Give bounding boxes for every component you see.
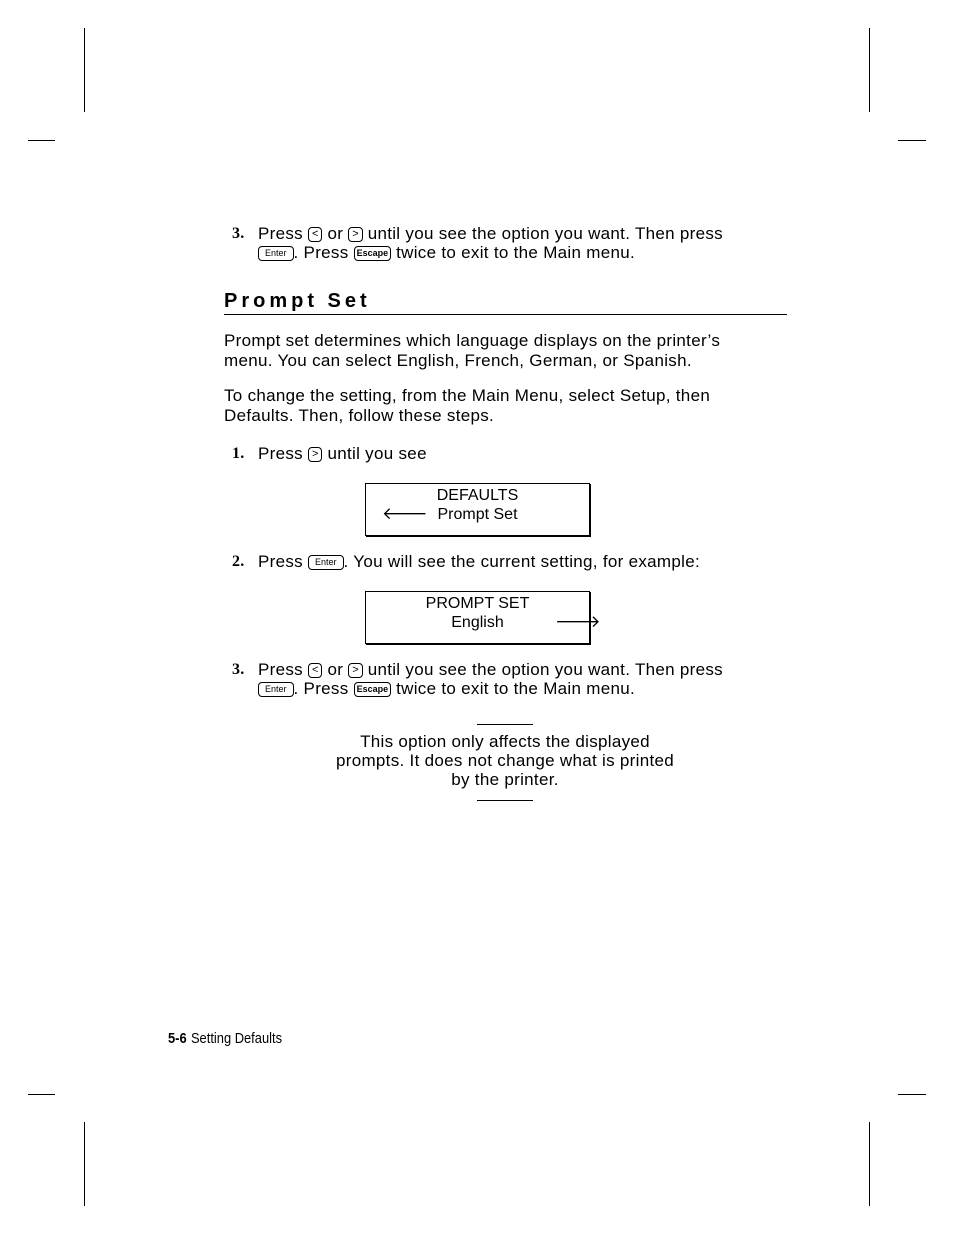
- enter-key-icon: Enter: [308, 555, 344, 570]
- crop-mark: [898, 1094, 926, 1095]
- crop-mark: [28, 1094, 55, 1095]
- right-key-icon: >: [348, 663, 362, 678]
- step-number: 3.: [232, 661, 245, 678]
- section-title: Prompt Set: [224, 290, 371, 312]
- section-rule: [224, 314, 787, 315]
- crop-mark: [869, 1122, 870, 1206]
- right-arrow-icon: 🡒: [555, 612, 601, 631]
- crop-mark: [84, 1122, 85, 1206]
- lcd-display-prompt-set: [365, 591, 601, 644]
- escape-key-icon: Escape: [354, 246, 392, 261]
- intro-paragraph: Prompt set determines which language displays on the printer’s menu. You can select English, French, German, or Spanish.: [224, 331, 721, 370]
- right-key-icon: >: [308, 447, 322, 462]
- display-line-2: English: [451, 614, 504, 631]
- display-line-1: PROMPT SET: [425, 595, 530, 612]
- step-number: 2.: [232, 553, 245, 570]
- crop-mark: [898, 140, 926, 141]
- left-arrow-icon: 🡐: [382, 504, 428, 523]
- enter-key-icon: Enter: [258, 246, 294, 261]
- note: This option only affects the displayed prompts. It does not change what is printed by the printer.: [336, 732, 674, 789]
- step-number: 1.: [232, 445, 245, 462]
- page-footer: [168, 1030, 282, 1047]
- right-key-icon: >: [348, 227, 362, 242]
- crop-mark: [869, 28, 870, 112]
- display-line-1: DEFAULTS: [436, 487, 519, 504]
- chapter-title: Setting Defaults: [190, 1030, 283, 1047]
- enter-key-icon: Enter: [258, 682, 294, 697]
- lcd-display-defaults: [365, 483, 590, 536]
- note-rule-top: [477, 724, 533, 725]
- crop-mark: [84, 28, 85, 112]
- left-key-icon: <: [308, 663, 322, 678]
- instructions-paragraph: To change the setting, from the Main Menu, select Setup, then Defaults. Then, follow these steps.: [224, 386, 711, 425]
- step-number: 3.: [232, 225, 245, 242]
- page-number: 5-6: [168, 1030, 187, 1047]
- left-key-icon: <: [308, 227, 322, 242]
- note-rule-bottom: [477, 800, 533, 801]
- display-line-2: Prompt Set: [437, 506, 518, 523]
- escape-key-icon: Escape: [354, 682, 392, 697]
- crop-mark: [28, 140, 55, 141]
